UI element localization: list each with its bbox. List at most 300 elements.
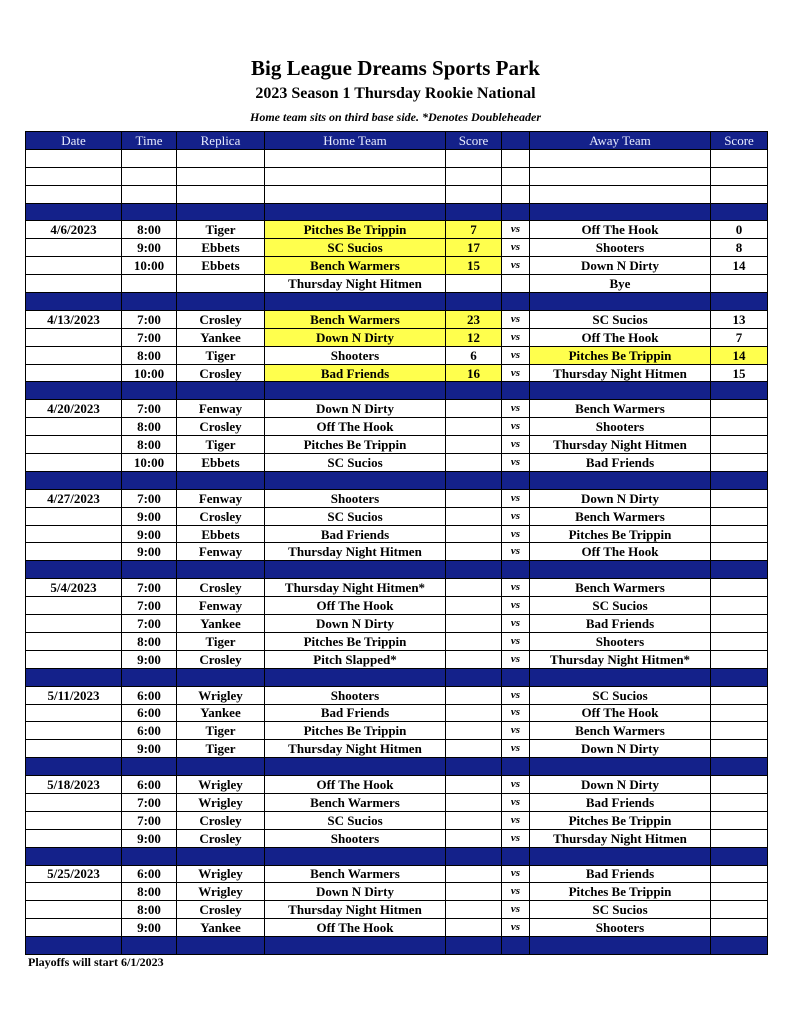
empty-cell — [26, 847, 122, 865]
away-team-cell: Bad Friends — [530, 793, 711, 811]
time-cell: 7:00 — [122, 793, 177, 811]
away-team-cell: Pitches Be Trippin — [530, 883, 711, 901]
table-row — [26, 328, 768, 346]
away-score-cell — [711, 507, 768, 525]
away-score-cell: 15 — [711, 364, 768, 382]
date-cell: 5/11/2023 — [26, 686, 122, 704]
table-row — [26, 829, 768, 847]
replica-cell: Crosley — [177, 364, 265, 382]
away-score-cell — [711, 275, 768, 293]
vs-cell: vs — [502, 650, 530, 668]
empty-cell — [122, 149, 177, 167]
away-team-cell: Off The Hook — [530, 543, 711, 561]
time-cell: 6:00 — [122, 704, 177, 722]
empty-cell — [265, 149, 446, 167]
time-cell: 8:00 — [122, 221, 177, 239]
away-team-cell: Down N Dirty — [530, 740, 711, 758]
home-score-cell — [446, 793, 502, 811]
date-cell: 5/25/2023 — [26, 865, 122, 883]
date-cell — [26, 740, 122, 758]
replica-cell: Wrigley — [177, 793, 265, 811]
replica-cell: Tiger — [177, 632, 265, 650]
vs-cell: vs — [502, 239, 530, 257]
date-cell — [26, 275, 122, 293]
time-cell: 9:00 — [122, 919, 177, 937]
empty-cell — [122, 167, 177, 185]
away-team-cell: Shooters — [530, 418, 711, 436]
replica-cell: Crosley — [177, 811, 265, 829]
replica-cell: Yankee — [177, 615, 265, 633]
vs-cell: vs — [502, 579, 530, 597]
date-cell — [26, 436, 122, 454]
empty-cell — [177, 668, 265, 686]
home-score-cell: 17 — [446, 239, 502, 257]
table-row — [26, 740, 768, 758]
col-header-away-score: Score — [711, 132, 768, 150]
away-score-cell — [711, 704, 768, 722]
empty-cell — [446, 293, 502, 311]
empty-cell — [265, 758, 446, 776]
away-score-cell — [711, 793, 768, 811]
page-subtitle: 2023 Season 1 Thursday Rookie National — [255, 85, 536, 102]
replica-cell: Fenway — [177, 489, 265, 507]
replica-cell: Wrigley — [177, 883, 265, 901]
empty-cell — [502, 185, 530, 203]
home-team-cell: SC Sucios — [265, 507, 446, 525]
vs-cell: vs — [502, 346, 530, 364]
date-cell — [26, 507, 122, 525]
vs-cell: vs — [502, 829, 530, 847]
table-row — [26, 722, 768, 740]
time-cell: 8:00 — [122, 901, 177, 919]
home-team-cell: Off The Hook — [265, 597, 446, 615]
home-team-cell: Bench Warmers — [265, 865, 446, 883]
time-cell — [122, 275, 177, 293]
home-score-cell — [446, 883, 502, 901]
empty-cell — [122, 203, 177, 221]
date-cell — [26, 346, 122, 364]
date-cell: 4/27/2023 — [26, 489, 122, 507]
col-header-date: Date — [26, 132, 122, 150]
time-cell: 7:00 — [122, 400, 177, 418]
home-score-cell — [446, 418, 502, 436]
replica-cell: Crosley — [177, 418, 265, 436]
table-row — [26, 418, 768, 436]
home-team-cell: Bad Friends — [265, 704, 446, 722]
home-score-cell — [446, 454, 502, 472]
home-score-cell — [446, 776, 502, 794]
empty-cell — [502, 937, 530, 955]
away-team-cell: Off The Hook — [530, 328, 711, 346]
table-row — [26, 865, 768, 883]
vs-cell: vs — [502, 418, 530, 436]
empty-cell — [122, 668, 177, 686]
home-team-cell: Down N Dirty — [265, 328, 446, 346]
home-score-cell — [446, 740, 502, 758]
blank-row — [26, 149, 768, 167]
date-cell — [26, 883, 122, 901]
time-cell: 9:00 — [122, 239, 177, 257]
away-team-cell: Bye — [530, 275, 711, 293]
vs-cell: vs — [502, 525, 530, 543]
date-cell — [26, 239, 122, 257]
away-team-cell: Shooters — [530, 919, 711, 937]
away-score-cell — [711, 919, 768, 937]
table-row — [26, 686, 768, 704]
empty-cell — [446, 167, 502, 185]
home-score-cell — [446, 543, 502, 561]
week-separator-row — [26, 937, 768, 955]
empty-cell — [502, 668, 530, 686]
table-row — [26, 275, 768, 293]
vs-cell — [502, 275, 530, 293]
empty-cell — [177, 847, 265, 865]
empty-cell — [446, 758, 502, 776]
date-cell: 4/20/2023 — [26, 400, 122, 418]
away-score-cell — [711, 883, 768, 901]
replica-cell: Tiger — [177, 436, 265, 454]
away-score-cell — [711, 740, 768, 758]
home-score-cell — [446, 275, 502, 293]
home-team-cell: Shooters — [265, 686, 446, 704]
replica-cell: Yankee — [177, 919, 265, 937]
away-score-cell: 8 — [711, 239, 768, 257]
time-cell: 7:00 — [122, 811, 177, 829]
away-team-cell: Off The Hook — [530, 704, 711, 722]
empty-cell — [711, 293, 768, 311]
table-row — [26, 704, 768, 722]
home-team-cell: Pitches Be Trippin — [265, 722, 446, 740]
vs-cell: vs — [502, 221, 530, 239]
home-team-cell: Bench Warmers — [265, 257, 446, 275]
away-team-cell: Down N Dirty — [530, 489, 711, 507]
vs-cell: vs — [502, 364, 530, 382]
away-score-cell: 14 — [711, 346, 768, 364]
empty-cell — [530, 382, 711, 400]
empty-cell — [530, 185, 711, 203]
empty-cell — [26, 167, 122, 185]
table-row — [26, 221, 768, 239]
away-team-cell: SC Sucios — [530, 901, 711, 919]
time-cell: 7:00 — [122, 310, 177, 328]
home-team-cell: SC Sucios — [265, 454, 446, 472]
home-score-cell — [446, 615, 502, 633]
away-team-cell: SC Sucios — [530, 686, 711, 704]
table-row — [26, 597, 768, 615]
empty-cell — [177, 758, 265, 776]
time-cell: 8:00 — [122, 883, 177, 901]
time-cell: 10:00 — [122, 364, 177, 382]
vs-cell: vs — [502, 615, 530, 633]
replica-cell: Fenway — [177, 597, 265, 615]
home-team-cell: Off The Hook — [265, 418, 446, 436]
empty-cell — [502, 561, 530, 579]
home-team-cell: Down N Dirty — [265, 883, 446, 901]
home-score-cell — [446, 829, 502, 847]
time-cell: 10:00 — [122, 257, 177, 275]
table-row — [26, 543, 768, 561]
time-cell: 8:00 — [122, 346, 177, 364]
table-row — [26, 919, 768, 937]
week-separator-row — [26, 203, 768, 221]
replica-cell: Crosley — [177, 650, 265, 668]
replica-cell: Crosley — [177, 310, 265, 328]
replica-cell: Fenway — [177, 400, 265, 418]
home-score-cell — [446, 597, 502, 615]
away-team-cell: Pitches Be Trippin — [530, 346, 711, 364]
away-score-cell — [711, 865, 768, 883]
replica-cell: Ebbets — [177, 454, 265, 472]
table-row — [26, 776, 768, 794]
away-team-cell: Off The Hook — [530, 221, 711, 239]
empty-cell — [502, 382, 530, 400]
date-cell: 5/4/2023 — [26, 579, 122, 597]
time-cell: 7:00 — [122, 579, 177, 597]
home-team-cell: Bad Friends — [265, 525, 446, 543]
away-score-cell — [711, 650, 768, 668]
date-cell — [26, 257, 122, 275]
vs-cell: vs — [502, 865, 530, 883]
empty-cell — [265, 203, 446, 221]
time-cell: 8:00 — [122, 632, 177, 650]
replica-cell: Ebbets — [177, 239, 265, 257]
vs-cell: vs — [502, 919, 530, 937]
empty-cell — [122, 937, 177, 955]
home-team-cell: Shooters — [265, 346, 446, 364]
empty-cell — [446, 149, 502, 167]
vs-cell: vs — [502, 436, 530, 454]
home-score-cell: 6 — [446, 346, 502, 364]
away-score-cell — [711, 579, 768, 597]
col-header-time: Time — [122, 132, 177, 150]
home-score-cell — [446, 507, 502, 525]
replica-cell: Wrigley — [177, 865, 265, 883]
home-team-cell: Bench Warmers — [265, 310, 446, 328]
home-team-cell: Bench Warmers — [265, 793, 446, 811]
empty-cell — [26, 758, 122, 776]
away-score-cell — [711, 454, 768, 472]
replica-cell: Fenway — [177, 543, 265, 561]
empty-cell — [265, 561, 446, 579]
table-row — [26, 525, 768, 543]
time-cell: 9:00 — [122, 740, 177, 758]
empty-cell — [502, 149, 530, 167]
home-team-cell: Bad Friends — [265, 364, 446, 382]
away-score-cell — [711, 829, 768, 847]
replica-cell: Yankee — [177, 328, 265, 346]
replica-cell: Yankee — [177, 704, 265, 722]
time-cell: 6:00 — [122, 865, 177, 883]
home-score-cell — [446, 722, 502, 740]
week-separator-row — [26, 293, 768, 311]
away-score-cell — [711, 418, 768, 436]
home-score-cell — [446, 650, 502, 668]
date-cell: 4/13/2023 — [26, 310, 122, 328]
away-score-cell: 0 — [711, 221, 768, 239]
col-header-home-team: Home Team — [265, 132, 446, 150]
home-score-cell — [446, 436, 502, 454]
home-team-cell: Shooters — [265, 829, 446, 847]
empty-cell — [177, 561, 265, 579]
empty-cell — [26, 668, 122, 686]
empty-cell — [711, 203, 768, 221]
empty-cell — [530, 561, 711, 579]
time-cell: 6:00 — [122, 686, 177, 704]
date-cell — [26, 615, 122, 633]
time-cell: 8:00 — [122, 436, 177, 454]
home-score-cell — [446, 525, 502, 543]
date-cell — [26, 829, 122, 847]
vs-cell: vs — [502, 901, 530, 919]
home-team-cell: Pitches Be Trippin — [265, 221, 446, 239]
home-score-cell — [446, 901, 502, 919]
empty-cell — [502, 167, 530, 185]
replica-cell: Wrigley — [177, 686, 265, 704]
empty-cell — [265, 668, 446, 686]
replica-cell: Wrigley — [177, 776, 265, 794]
week-separator-row — [26, 561, 768, 579]
empty-cell — [502, 293, 530, 311]
home-team-cell: Off The Hook — [265, 776, 446, 794]
table-row — [26, 632, 768, 650]
time-cell: 7:00 — [122, 489, 177, 507]
vs-cell: vs — [502, 507, 530, 525]
away-team-cell: SC Sucios — [530, 310, 711, 328]
date-cell: 5/18/2023 — [26, 776, 122, 794]
replica-cell: Tiger — [177, 221, 265, 239]
date-cell — [26, 632, 122, 650]
home-team-cell: Thursday Night Hitmen — [265, 901, 446, 919]
empty-cell — [265, 847, 446, 865]
replica-cell: Tiger — [177, 740, 265, 758]
time-cell: 9:00 — [122, 650, 177, 668]
away-team-cell: Thursday Night Hitmen — [530, 364, 711, 382]
time-cell: 6:00 — [122, 776, 177, 794]
table-row — [26, 507, 768, 525]
home-team-cell: Down N Dirty — [265, 615, 446, 633]
week-separator-row — [26, 471, 768, 489]
table-row — [26, 364, 768, 382]
blank-row — [26, 185, 768, 203]
away-score-cell — [711, 686, 768, 704]
vs-cell: vs — [502, 811, 530, 829]
home-team-cell: Thursday Night Hitmen — [265, 740, 446, 758]
home-team-cell: SC Sucios — [265, 811, 446, 829]
away-team-cell: Bench Warmers — [530, 507, 711, 525]
time-cell: 7:00 — [122, 597, 177, 615]
empty-cell — [711, 149, 768, 167]
empty-cell — [502, 203, 530, 221]
empty-cell — [530, 471, 711, 489]
empty-cell — [265, 167, 446, 185]
away-team-cell: Bench Warmers — [530, 722, 711, 740]
table-row — [26, 346, 768, 364]
away-score-cell — [711, 489, 768, 507]
empty-cell — [711, 937, 768, 955]
vs-cell: vs — [502, 740, 530, 758]
empty-cell — [446, 471, 502, 489]
col-header-vs — [502, 132, 530, 150]
away-score-cell — [711, 811, 768, 829]
empty-cell — [177, 203, 265, 221]
home-score-cell: 12 — [446, 328, 502, 346]
away-score-cell — [711, 436, 768, 454]
replica-cell: Tiger — [177, 722, 265, 740]
replica-cell: Crosley — [177, 507, 265, 525]
home-team-cell: Thursday Night Hitmen — [265, 543, 446, 561]
empty-cell — [26, 293, 122, 311]
vs-cell: vs — [502, 310, 530, 328]
home-score-cell — [446, 400, 502, 418]
home-team-cell: SC Sucios — [265, 239, 446, 257]
empty-cell — [26, 471, 122, 489]
empty-cell — [530, 293, 711, 311]
empty-cell — [177, 167, 265, 185]
home-team-cell: Thursday Night Hitmen* — [265, 579, 446, 597]
away-team-cell: SC Sucios — [530, 597, 711, 615]
schedule-table — [25, 131, 768, 955]
away-team-cell: Down N Dirty — [530, 257, 711, 275]
empty-cell — [265, 382, 446, 400]
empty-cell — [177, 293, 265, 311]
time-cell: 9:00 — [122, 829, 177, 847]
table-row — [26, 436, 768, 454]
empty-cell — [265, 937, 446, 955]
empty-cell — [711, 471, 768, 489]
col-header-away-team: Away Team — [530, 132, 711, 150]
away-score-cell: 7 — [711, 328, 768, 346]
away-score-cell — [711, 525, 768, 543]
vs-cell: vs — [502, 454, 530, 472]
vs-cell: vs — [502, 632, 530, 650]
home-score-cell — [446, 704, 502, 722]
home-score-cell — [446, 865, 502, 883]
empty-cell — [177, 382, 265, 400]
time-cell: 9:00 — [122, 543, 177, 561]
table-row — [26, 257, 768, 275]
empty-cell — [122, 561, 177, 579]
empty-cell — [711, 668, 768, 686]
table-row — [26, 310, 768, 328]
empty-cell — [446, 185, 502, 203]
vs-cell: vs — [502, 489, 530, 507]
time-cell: 10:00 — [122, 454, 177, 472]
home-score-cell: 23 — [446, 310, 502, 328]
empty-cell — [26, 203, 122, 221]
empty-cell — [711, 382, 768, 400]
table-row — [26, 883, 768, 901]
empty-cell — [530, 847, 711, 865]
empty-cell — [122, 382, 177, 400]
vs-cell: vs — [502, 257, 530, 275]
empty-cell — [530, 937, 711, 955]
away-score-cell: 13 — [711, 310, 768, 328]
empty-cell — [711, 167, 768, 185]
vs-cell: vs — [502, 686, 530, 704]
away-score-cell — [711, 597, 768, 615]
replica-cell: Ebbets — [177, 257, 265, 275]
home-team-cell: Pitches Be Trippin — [265, 632, 446, 650]
table-row — [26, 615, 768, 633]
empty-cell — [530, 149, 711, 167]
empty-cell — [530, 668, 711, 686]
replica-cell: Tiger — [177, 346, 265, 364]
week-separator-row — [26, 758, 768, 776]
date-cell — [26, 811, 122, 829]
home-team-cell: Shooters — [265, 489, 446, 507]
away-team-cell: Thursday Night Hitmen* — [530, 650, 711, 668]
vs-cell: vs — [502, 328, 530, 346]
